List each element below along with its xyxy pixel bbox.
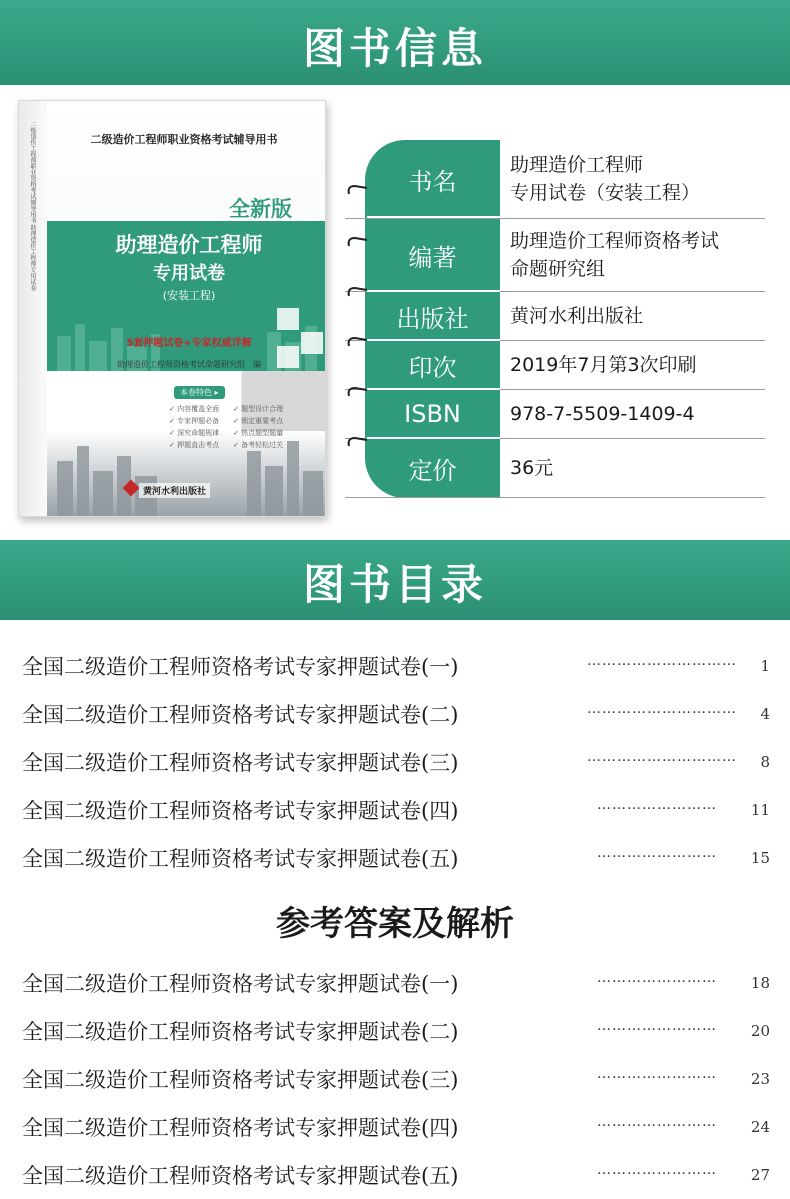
book-toc-heading: 图书目录	[302, 560, 487, 609]
toc-entry-title: 全国二级造价工程师资格考试专家押题试卷(一)	[22, 972, 459, 996]
toc-entry-title: 全国二级造价工程师资格考试专家押题试卷(四)	[22, 799, 459, 823]
toc-entry-title: 全国二级造价工程师资格考试专家押题试卷(三)	[22, 1068, 459, 1092]
cover-title: 助理造价工程师	[115, 233, 263, 257]
book-info-heading: 图书信息	[302, 24, 487, 73]
info-row-publisher	[345, 292, 765, 341]
toc-entry	[22, 693, 770, 733]
toc-entry-page: 8	[760, 753, 770, 771]
toc-leader-dots: …………………………	[587, 701, 737, 717]
info-value	[510, 390, 760, 438]
toc-leader-dots: ……………………	[597, 1114, 717, 1130]
info-label-divider	[367, 437, 500, 439]
info-value-text: 助理造价工程师 专用试卷（安装工程）	[510, 154, 701, 204]
info-label: 印次	[408, 353, 457, 382]
info-row-isbn	[345, 390, 765, 439]
cover-feature-list	[169, 403, 319, 451]
info-label: 出版社	[396, 304, 469, 333]
toc-entry	[22, 837, 770, 877]
info-label-divider	[367, 216, 500, 218]
toc-entry-title: 全国二级造价工程师资格考试专家押题试卷(二)	[22, 703, 459, 727]
binder-ring-icon	[345, 232, 369, 252]
toc-entry	[22, 1106, 770, 1146]
toc-entry	[22, 741, 770, 781]
info-label: 定价	[408, 456, 457, 485]
toc-entry-page: 11	[750, 801, 770, 819]
toc-entry-title: 全国二级造价工程师资格考试专家押题试卷(五)	[22, 1164, 459, 1188]
cover-feature-line: ✓ 专家押题必备 ✓ 锁定重要考点	[169, 417, 284, 425]
info-value	[510, 140, 760, 218]
cover-feature-pill: 本卷特色 ▸	[174, 386, 225, 399]
cover-tag: (安装工程)	[162, 289, 216, 302]
info-value-text: 978-7-5509-1409-4	[510, 403, 695, 425]
binder-ring-icon	[345, 180, 369, 200]
cover-edition-badge: 全新版	[229, 196, 292, 221]
info-value-text: 2019年7月第3次印刷	[510, 354, 697, 376]
info-row-author	[345, 219, 765, 292]
cover-spine	[19, 101, 47, 516]
toc-entry-title: 全国二级造价工程师资格考试专家押题试卷(一)	[22, 655, 459, 679]
info-value-text: 助理造价工程师资格考试 命题研究组	[510, 230, 720, 280]
cover-author: 助理造价工程师资格考试命题研究组 编	[117, 360, 261, 369]
cover-feature-line: ✓ 深究命题规律 ✓ 热点题型题量	[169, 429, 284, 437]
toc-entry-page: 24	[750, 1118, 770, 1136]
binder-ring-icon	[345, 282, 369, 302]
toc-entry	[22, 1154, 770, 1194]
toc-leader-dots: ……………………	[597, 797, 717, 813]
info-value	[510, 341, 760, 389]
toc-entry-title: 全国二级造价工程师资格考试专家押题试卷(四)	[22, 1116, 459, 1140]
book-cover-image	[18, 100, 326, 517]
info-label: 编著	[408, 243, 457, 272]
cover-series: 二级造价工程师职业资格考试辅导用书	[90, 133, 278, 146]
toc-entry	[22, 789, 770, 829]
toc-entry	[22, 645, 770, 685]
info-row-printing	[345, 341, 765, 390]
info-row-price	[345, 439, 765, 498]
info-label: 书名	[408, 167, 457, 196]
toc-entry-title: 全国二级造价工程师资格考试专家押题试卷(五)	[22, 847, 459, 871]
toc-leader-dots: …………………………	[587, 749, 737, 765]
toc-leader-dots: ……………………	[597, 1018, 717, 1034]
toc-entry	[22, 1058, 770, 1098]
info-value-text: 黄河水利出版社	[510, 305, 644, 327]
info-label-divider	[367, 339, 500, 341]
info-value	[510, 219, 760, 291]
toc-entry-title: 全国二级造价工程师资格考试专家押题试卷(二)	[22, 1020, 459, 1044]
cover-feature-line: ✓ 押题直击考点 ✓ 备考轻松过关	[169, 441, 284, 449]
binder-ring-icon	[345, 382, 369, 402]
answers-section-heading: 参考答案及解析	[276, 904, 514, 944]
info-row-title	[345, 140, 765, 219]
toc-entry-page: 23	[750, 1070, 770, 1088]
toc-entry-title: 全国二级造价工程师资格考试专家押题试卷(三)	[22, 751, 459, 775]
cover-spine-text: 二级造价工程师职业资格考试辅导用书 助理造价工程师专用试卷	[29, 121, 36, 291]
binder-ring-icon	[345, 332, 369, 352]
toc-entry	[22, 1010, 770, 1050]
toc-entry	[22, 962, 770, 1002]
toc-leader-dots: ……………………	[597, 1066, 717, 1082]
info-value-text: 36元	[510, 457, 554, 479]
toc-leader-dots: …………………………	[587, 653, 737, 669]
info-label: ISBN	[404, 400, 461, 428]
info-label-divider	[367, 290, 500, 292]
toc-entry-page: 4	[760, 705, 770, 723]
binder-ring-icon	[345, 432, 369, 452]
toc-entry-page: 20	[750, 1022, 770, 1040]
info-label-divider	[367, 388, 500, 390]
cover-feature-line: ✓ 内容覆盖全面 ✓ 题型设计合理	[169, 405, 284, 413]
cover-highlight: 5套押题试卷+专家权威详解	[126, 338, 252, 349]
toc-entry-page: 27	[750, 1166, 770, 1184]
toc-entry-page: 18	[750, 974, 770, 992]
book-info-banner	[0, 0, 790, 85]
cover-subtitle: 专用试卷	[153, 263, 225, 284]
toc-leader-dots: ……………………	[597, 970, 717, 986]
info-value	[510, 439, 760, 497]
toc-leader-dots: ……………………	[597, 1162, 717, 1178]
info-value	[510, 292, 760, 340]
cover-publisher: 黄河水利出版社	[139, 483, 210, 498]
toc-entry-page: 15	[750, 849, 770, 867]
toc-leader-dots: ……………………	[597, 845, 717, 861]
toc-entry-page: 1	[760, 657, 770, 675]
